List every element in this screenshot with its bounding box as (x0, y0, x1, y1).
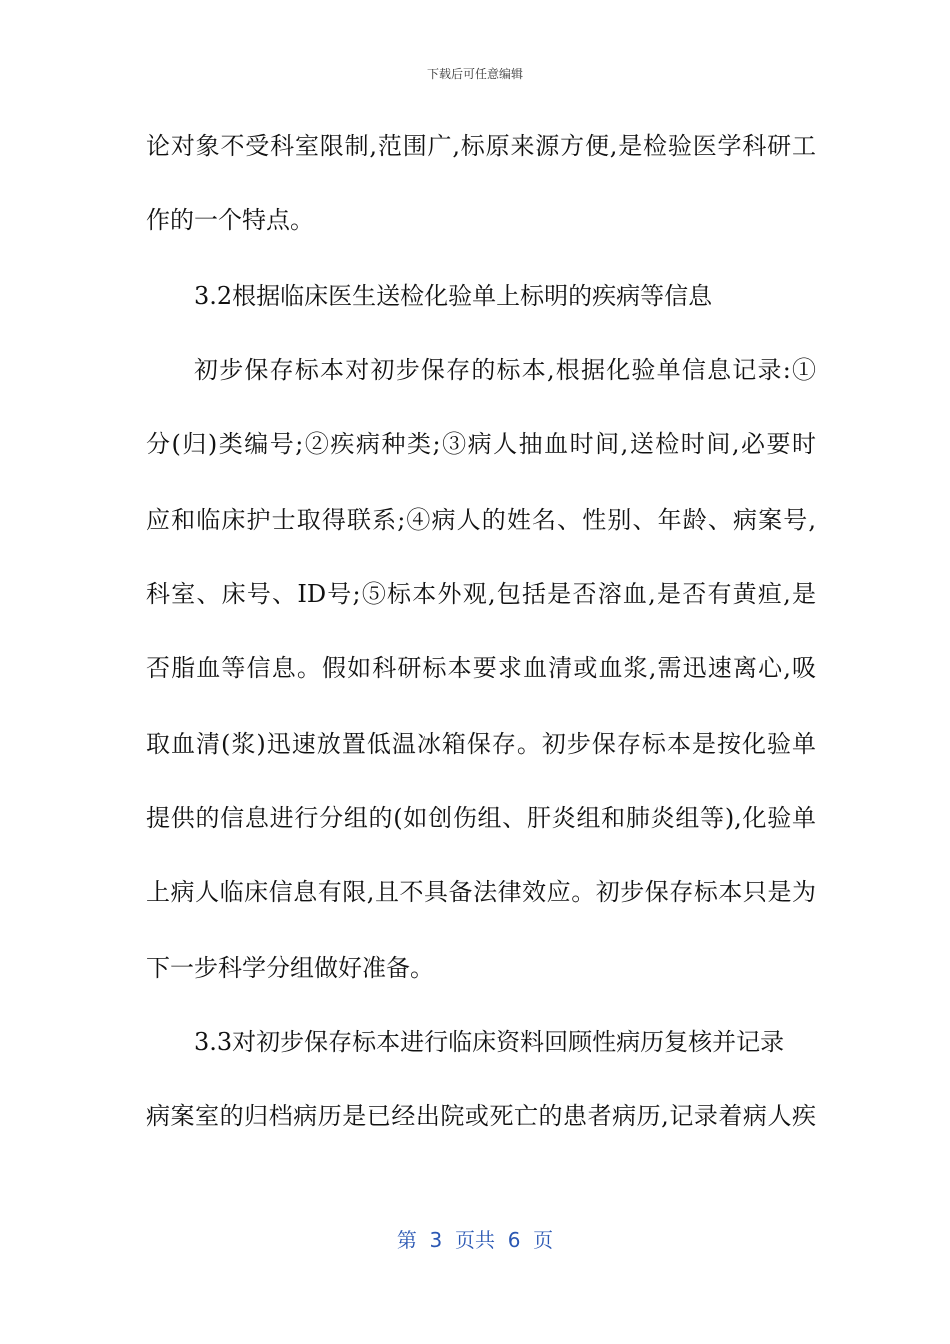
section-heading-3-2: 3.2根据临床医生送检化验单上标明的疾病等信息 (194, 282, 713, 310)
text-line: 提供的信息进行分组的(如创伤组、肝炎组和肺炎组等),化验单 (146, 804, 816, 832)
text-line: 病案室的归档病历是已经出院或死亡的患者病历,记录着病人疾 (146, 1102, 816, 1130)
page-header: 下载后可任意编辑 (426, 67, 523, 81)
text-line: 应和临床护士取得联系;④病人的姓名、性别、年龄、病案号, (146, 506, 816, 534)
text-line: 下一步科学分组做好准备。 (146, 954, 434, 982)
section-heading-3-3: 3.3对初步保存标本进行临床资料回顾性病历复核并记录 (194, 1028, 785, 1056)
text-line: 分(归)类编号;②疾病种类;③病人抽血时间,送检时间,必要时 (146, 430, 816, 458)
page-number-footer: 第 3 页共 6 页 (396, 1228, 554, 1252)
text-line: 论对象不受科室限制,范围广,标原来源方便,是检验医学科研工 (146, 132, 816, 160)
text-line: 上病人临床信息有限,且不具备法律效应。初步保存标本只是为 (146, 878, 816, 906)
text-line: 取血清(浆)迅速放置低温冰箱保存。初步保存标本是按化验单 (146, 730, 816, 758)
text-line: 初步保存标本对初步保存的标本,根据化验单信息记录:① (194, 356, 816, 384)
text-line: 作的一个特点。 (146, 206, 314, 234)
text-line: 科室、床号、ID号;⑤标本外观,包括是否溶血,是否有黄疸,是 (146, 580, 816, 608)
text-line: 否脂血等信息。假如科研标本要求血清或血浆,需迅速离心,吸 (146, 654, 816, 682)
